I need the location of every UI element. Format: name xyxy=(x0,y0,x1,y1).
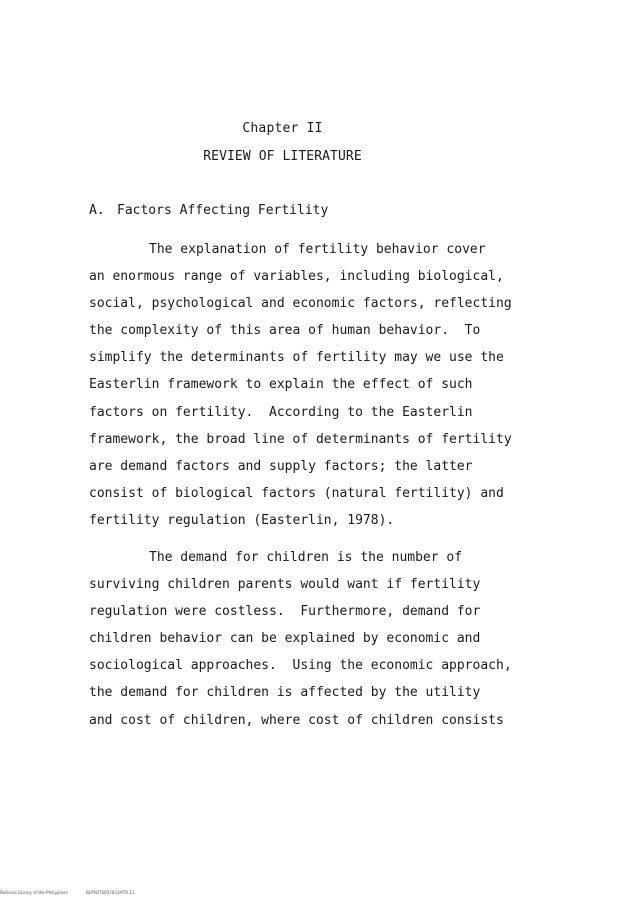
paragraph-line: The demand for children is the number of xyxy=(149,550,463,565)
paragraph-line: the complexity of this area of human behavior. To xyxy=(89,323,481,339)
section-title: Factors Affecting Fertility xyxy=(117,203,329,218)
paragraph xyxy=(89,236,529,534)
section-label: A. xyxy=(89,203,105,218)
paragraph-line: fertility regulation (Easterlin, 1978). xyxy=(89,512,395,528)
paragraph-line: are demand factors and supply factors; the latter xyxy=(89,458,473,474)
paragraph-line: simplify the determinants of fertility may we use the xyxy=(89,350,504,366)
paragraph-line: an enormous range of variables, including biological, xyxy=(89,269,504,285)
scan-footer xyxy=(0,890,134,895)
paragraph-line: children behavior can be explained by economic and xyxy=(89,631,481,647)
paragraph xyxy=(89,544,529,734)
footer-code: NLPVDT0047641MTR.11 xyxy=(85,890,135,895)
paragraph-line: Easterlin framework to explain the effect of such xyxy=(89,377,473,393)
section-heading xyxy=(89,203,328,218)
chapter-title: REVIEW OF LITERATURE xyxy=(203,149,362,164)
paragraph-line: factors on fertility. According to the Easterlin xyxy=(89,404,473,420)
paragraph-line: framework, the broad line of determinants of fertility xyxy=(89,431,512,447)
paragraph-line: surviving children parents would want if fertility xyxy=(89,577,481,593)
paragraph-line: and cost of children, where cost of children consists xyxy=(89,712,504,728)
paragraph-line: The explanation of fertility behavior cover xyxy=(149,242,486,257)
paragraph-line: sociological approaches. Using the economic approach, xyxy=(89,658,512,674)
paragraph-line: regulation were costless. Furthermore, demand for xyxy=(89,604,481,620)
paragraph-line: the demand for children is affected by the utility xyxy=(89,685,481,701)
chapter-number: Chapter II xyxy=(242,121,323,136)
footer-library: National Library of the Philippines xyxy=(0,890,68,895)
paragraph-line: social, psychological and economic factors, reflecting xyxy=(89,296,512,312)
paragraph-line: consist of biological factors (natural fertility) and xyxy=(89,485,504,501)
